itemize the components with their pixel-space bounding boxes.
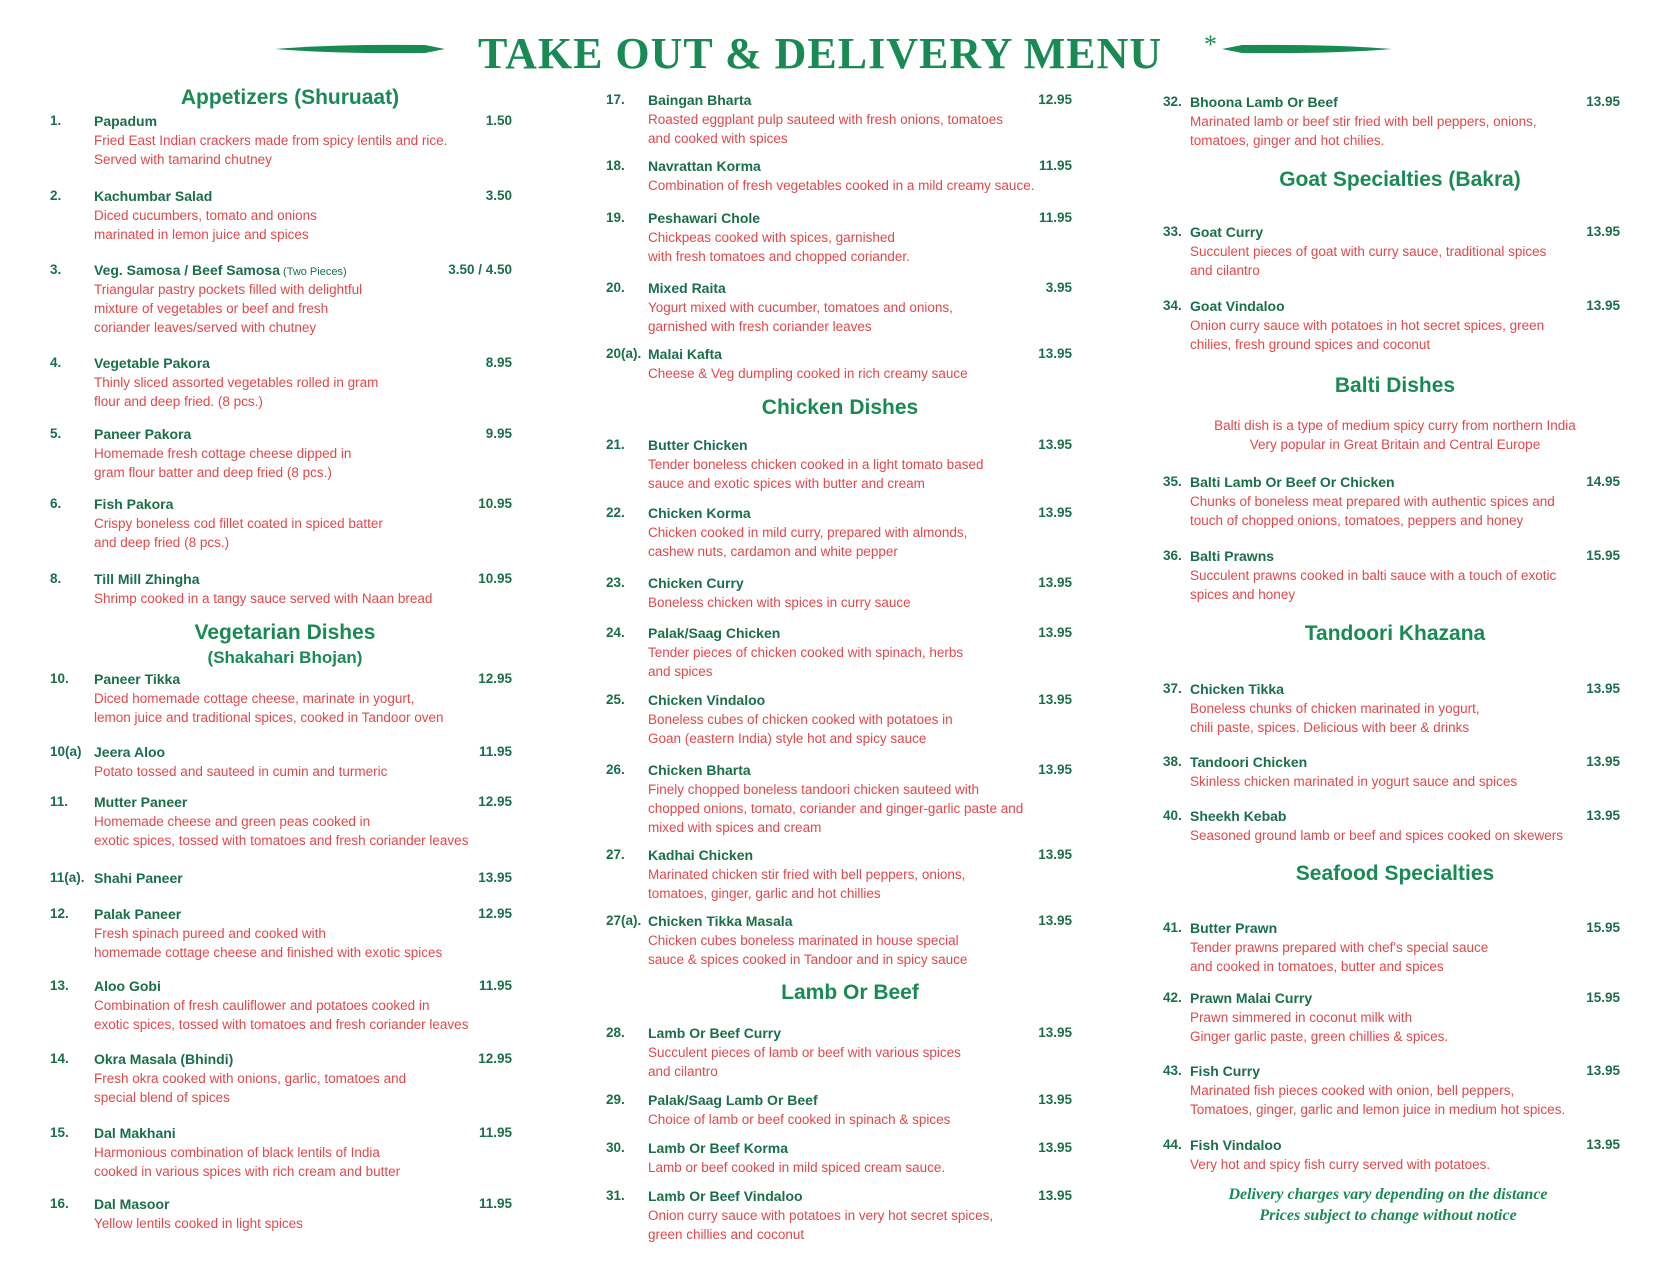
menu-item [50, 794, 512, 854]
item-name-text: Chicken Bharta [648, 762, 751, 778]
item-price: 14.95 [1586, 474, 1620, 489]
item-price: 3.50 [485, 188, 512, 203]
item-price: 12.95 [478, 671, 512, 686]
menu-item [606, 92, 1072, 152]
item-name-text: Fish Vindaloo [1190, 1137, 1282, 1153]
item-name-text: Navrattan Korma [648, 158, 761, 174]
item-name [94, 571, 200, 587]
menu-item [50, 978, 512, 1038]
item-price: 11.95 [478, 744, 512, 759]
item-number: 18. [606, 158, 625, 173]
item-name-text: Fish Curry [1190, 1063, 1261, 1079]
item-description: Tender boneless chicken cooked in a light tomato based sauce and exotic spices with butter and cream [648, 457, 984, 491]
item-price: 13.95 [1038, 625, 1072, 640]
item-description: Triangular pastry pockets filled with delightful mixture of vegetables or beef and fresh coriander leaves/served with chutney [94, 282, 363, 335]
item-name [648, 1025, 781, 1041]
item-name [94, 188, 212, 204]
item-price: 13.95 [1038, 1188, 1072, 1203]
item-number: 27(a). [606, 913, 642, 928]
menu-item [50, 1196, 512, 1256]
item-description: Marinated fish pieces cooked with onion, bell peppers, Tomatoes, ginger, garlic and lemon juice in medium hot spices. [1190, 1083, 1566, 1117]
item-name [648, 92, 751, 108]
item-name [1190, 474, 1395, 490]
item-number: 38. [1163, 754, 1182, 769]
item-description: Fresh spinach pureed and cooked with homemade cottage cheese and finished with exotic spices [94, 926, 443, 960]
item-name [648, 1140, 788, 1156]
section-vegetarian-subtitle: (Shakahari Bhojan) [207, 648, 363, 667]
item-name [648, 913, 792, 929]
item-price: 13.95 [1038, 1140, 1072, 1155]
menu-item [1163, 548, 1620, 608]
item-description: Chickpeas cooked with spices, garnished with fresh tomatoes and chopped coriander. [648, 230, 910, 264]
item-price: 13.95 [1586, 1063, 1620, 1078]
item-description: Yogurt mixed with cucumber, tomatoes and onions, garnished with fresh coriander leaves [648, 300, 953, 334]
menu-item [1163, 224, 1620, 284]
item-price: 10.95 [478, 571, 512, 586]
item-name [1190, 548, 1274, 564]
item-name-text: Papadum [94, 113, 158, 129]
item-name-text: Chicken Tikka [1190, 681, 1284, 697]
item-name-text: Mutter Paneer [94, 794, 188, 810]
menu-item [50, 262, 512, 335]
item-description: Chicken cooked in mild curry, prepared with almonds, cashew nuts, cardamon and white pepper [648, 525, 968, 559]
item-price: 13.95 [1586, 808, 1620, 823]
menu-item [606, 625, 1072, 685]
item-description: Choice of lamb or beef cooked in spinach & spices [648, 1112, 951, 1127]
item-name-text: Aloo Gobi [94, 978, 161, 994]
section-seafood: Seafood Specialties [1295, 862, 1495, 885]
item-name [94, 113, 157, 129]
item-description: Crispy boneless cod fillet coated in spiced batter and deep fried (8 pcs.) [94, 516, 383, 550]
item-number: 37. [1163, 681, 1182, 696]
menu-item [606, 1025, 1072, 1085]
item-description: Fresh okra cooked with onions, garlic, tomatoes and special blend of spices [94, 1071, 407, 1105]
item-number: 10. [50, 671, 69, 686]
item-number: 20. [606, 280, 625, 295]
item-description: Potato tossed and sauteed in cumin and turmeric [94, 764, 388, 779]
item-description: Chicken cubes boneless marinated in house special sauce & spices cooked in Tandoor and in spicy sauce [648, 933, 968, 967]
item-name-text: Palak/Saag Lamb Or Beef [648, 1092, 818, 1108]
item-name [94, 496, 173, 512]
item-name-text: Balti Lamb Or Beef Or Chicken [1190, 474, 1395, 490]
page-title: TAKE OUT & DELIVERY MENU [478, 29, 1163, 78]
item-description: Succulent pieces of lamb or beef with various spices and cilantro [648, 1045, 961, 1079]
item-name-text: Fish Pakora [94, 496, 174, 512]
menu-item [606, 158, 1072, 218]
item-price: 13.95 [1038, 437, 1072, 452]
item-price: 13.95 [1038, 847, 1072, 862]
item-number: 4. [50, 355, 62, 370]
item-price: 8.95 [485, 355, 512, 370]
section-goat: Goat Specialties (Bakra) [1279, 168, 1521, 191]
item-name [1190, 990, 1312, 1006]
menu-item [1163, 94, 1620, 154]
item-description: Boneless chicken with spices in curry sauce [648, 595, 911, 610]
item-name-text: Bhoona Lamb Or Beef [1190, 94, 1338, 110]
item-name-text: Shahi Paneer [94, 870, 183, 886]
item-price: 11.95 [1038, 210, 1072, 225]
item-description: Thinly sliced assorted vegetables rolled in gram flour and deep fried. (8 pcs.) [94, 375, 379, 409]
item-price: 13.95 [1038, 1025, 1072, 1040]
item-name-text: Kachumbar Salad [94, 188, 213, 204]
item-name [94, 906, 181, 922]
item-name [94, 1196, 169, 1212]
item-description: Onion curry sauce with potatoes in very hot secret spices, green chillies and coconut [648, 1208, 994, 1242]
title-asterisk: * [1204, 30, 1217, 59]
item-name [1190, 1137, 1282, 1153]
menu-item [606, 505, 1072, 565]
item-name [1190, 808, 1286, 824]
item-name-text: Goat Vindaloo [1190, 298, 1285, 314]
item-price: 13.95 [1038, 913, 1072, 928]
item-name [648, 692, 765, 708]
item-name-text: Malai Kafta [648, 346, 722, 362]
item-number: 5. [50, 426, 62, 441]
section-balti: Balti Dishes [1334, 374, 1456, 397]
item-name-text: Veg. Samosa / Beef Samosa [94, 262, 280, 278]
item-name [648, 280, 726, 296]
item-price: 13.95 [1586, 94, 1620, 109]
item-name [648, 847, 753, 863]
item-price: 12.95 [478, 906, 512, 921]
item-number: 22. [606, 505, 625, 520]
item-description: Skinless chicken marinated in yogurt sauce and spices [1190, 774, 1518, 789]
item-name [648, 1092, 818, 1108]
item-description: Seasoned ground lamb or beef and spices cooked on skewers [1190, 828, 1563, 843]
item-number: 36. [1163, 548, 1182, 563]
item-description: Onion curry sauce with potatoes in hot secret spices, green chilies, fresh ground spices and coconut [1190, 318, 1545, 352]
menu-item [50, 1051, 512, 1111]
menu-item [1163, 920, 1620, 980]
item-price: 11.95 [478, 1125, 512, 1140]
item-name-text: Kadhai Chicken [648, 847, 754, 863]
item-number: 28. [606, 1025, 625, 1040]
menu-item [1163, 754, 1620, 814]
item-name [648, 437, 748, 453]
item-price: 12.95 [478, 1051, 512, 1066]
item-name-text: Dal Makhani [94, 1125, 176, 1141]
item-number: 14. [50, 1051, 69, 1066]
delivery-note: Delivery charges vary depending on the distance Prices subject to change without notice [1228, 1186, 1548, 1224]
item-name-text: Sheekh Kebab [1190, 808, 1287, 824]
item-price: 13.95 [1038, 505, 1072, 520]
item-description: Combination of fresh cauliflower and potatoes cooked in exotic spices, tossed with tomatoes and fresh coriander leaves [94, 998, 469, 1032]
item-name-text: Paneer Tikka [94, 671, 181, 687]
item-name-text: Palak Paneer [94, 906, 182, 922]
menu-item [606, 280, 1072, 340]
item-name-text: Balti Prawns [1190, 548, 1275, 564]
item-description: Homemade fresh cottage cheese dipped in gram flour batter and deep fried (8 pcs.) [94, 446, 352, 480]
item-name [648, 1188, 803, 1204]
item-number: 34. [1163, 298, 1182, 313]
item-name [648, 158, 761, 174]
menu-header [0, 22, 1653, 82]
item-name-text: Dal Masoor [94, 1196, 170, 1212]
item-price: 1.50 [485, 113, 512, 128]
menu-item [606, 762, 1072, 835]
section-chicken: Chicken Dishes [761, 396, 919, 419]
item-description: Combination of fresh vegetables cooked in a mild creamy sauce. [648, 178, 1035, 193]
item-number: 33. [1163, 224, 1182, 239]
item-name-text: Chicken Curry [648, 575, 744, 591]
section-vegetarian: Vegetarian Dishes [194, 621, 376, 644]
item-number: 23. [606, 575, 625, 590]
item-price: 13.95 [1586, 754, 1620, 769]
menu-item [606, 210, 1072, 270]
item-price: 13.95 [1586, 224, 1620, 239]
item-price: 13.95 [1586, 298, 1620, 313]
item-price: 11.95 [478, 1196, 512, 1211]
item-description: Shrimp cooked in a tangy sauce served with Naan bread [94, 591, 433, 606]
item-name-text: Jeera Aloo [94, 744, 166, 760]
item-name-text: Lamb Or Beef Curry [648, 1025, 782, 1041]
item-description: Finely chopped boneless tandoori chicken sauteed with chopped onions, tomato, coriander and ginger-garlic paste and mixed with spices and cream [648, 782, 1024, 835]
item-description: Harmonious combination of black lentils of India cooked in various spices with rich cream and butter [94, 1145, 401, 1179]
menu-item [50, 355, 512, 415]
item-name [1190, 224, 1263, 240]
menu-item [1163, 474, 1620, 534]
item-number: 41. [1163, 920, 1182, 935]
menu-item [606, 437, 1072, 497]
item-price: 13.95 [1038, 1092, 1072, 1107]
item-name-text: Mixed Raita [648, 280, 726, 296]
item-name [94, 671, 180, 687]
item-name-text: Paneer Pakora [94, 426, 192, 442]
item-description: Very hot and spicy fish curry served with potatoes. [1190, 1157, 1491, 1172]
menu-item [1163, 681, 1620, 741]
item-name [648, 575, 744, 591]
item-number: 26. [606, 762, 625, 777]
item-name-text: Lamb Or Beef Korma [648, 1140, 789, 1156]
item-number: 25. [606, 692, 625, 707]
item-number: 24. [606, 625, 625, 640]
item-number: 15. [50, 1125, 69, 1140]
item-price: 13.95 [478, 870, 512, 885]
item-name-text: Vegetable Pakora [94, 355, 210, 371]
item-description: Succulent prawns cooked in balti sauce with a touch of exotic spices and honey [1190, 568, 1557, 602]
menu-item [1163, 1063, 1620, 1123]
item-name-text: Goat Curry [1190, 224, 1264, 240]
item-name [648, 346, 722, 362]
item-number: 12. [50, 906, 69, 921]
item-name [648, 505, 751, 521]
item-description: Yellow lentils cooked in light spices [94, 1216, 303, 1231]
item-price: 15.95 [1586, 548, 1620, 563]
section-appetizers: Appetizers (Shuruaat) [180, 86, 400, 109]
item-name-text: Chicken Tikka Masala [648, 913, 793, 929]
item-name [1190, 754, 1307, 770]
item-name [94, 426, 191, 442]
item-price: 11.95 [478, 978, 512, 993]
item-number: 43. [1163, 1063, 1182, 1078]
item-description: Fried East Indian crackers made from spicy lentils and rice. Served with tamarind chutney [94, 133, 448, 167]
item-number: 3. [50, 262, 62, 277]
right-swoosh-decoration [1222, 42, 1392, 56]
item-price: 13.95 [1586, 1137, 1620, 1152]
item-name [94, 1051, 233, 1067]
item-number: 16. [50, 1196, 69, 1211]
item-name-text: Peshawari Chole [648, 210, 761, 226]
item-price: 3.50 / 4.50 [448, 262, 512, 277]
item-name-note: (Two Pieces) [279, 266, 347, 278]
menu-item [606, 847, 1072, 907]
item-name [1190, 94, 1338, 110]
item-number: 21. [606, 437, 625, 452]
item-number: 29. [606, 1092, 625, 1107]
item-price: 12.95 [1038, 92, 1072, 107]
item-description: Lamb or beef cooked in mild spiced cream sauce. [648, 1160, 946, 1175]
menu-item [50, 571, 512, 631]
item-number: 6. [50, 496, 62, 511]
item-name [94, 794, 187, 810]
item-number: 8. [50, 571, 62, 586]
item-description: Succulent pieces of goat with curry sauce, traditional spices and cilantro [1190, 244, 1547, 278]
item-number: 17. [606, 92, 625, 107]
menu-item [1163, 808, 1620, 868]
item-description: Boneless cubes of chicken cooked with potatoes in Goan (eastern India) style hot and spicy sauce [648, 712, 953, 746]
item-description: Homemade cheese and green peas cooked in exotic spices, tossed with tomatoes and fresh coriander leaves [94, 814, 469, 848]
item-description: Boneless chunks of chicken marinated in yogurt, chili paste, spices. Delicious with beer & drinks [1190, 701, 1480, 735]
item-number: 32. [1163, 94, 1182, 109]
menu-item [50, 426, 512, 486]
item-name-text: Chicken Vindaloo [648, 692, 766, 708]
item-name [1190, 920, 1277, 936]
menu-item [1163, 1137, 1620, 1197]
section-tandoori: Tandoori Khazana [1304, 622, 1486, 645]
item-name-text: Butter Prawn [1190, 920, 1278, 936]
item-name-text: Till Mill Zhingha [94, 571, 200, 587]
item-name-text: Lamb Or Beef Vindaloo [648, 1188, 803, 1204]
item-description: Tender pieces of chicken cooked with spinach, herbs and spices [648, 645, 964, 679]
item-price: 3.95 [1045, 280, 1072, 295]
item-price: 13.95 [1038, 575, 1072, 590]
left-swoosh-decoration [275, 42, 445, 56]
menu-item [50, 906, 512, 966]
item-name-text: Butter Chicken [648, 437, 748, 453]
item-number: 30. [606, 1140, 625, 1155]
item-name [94, 262, 347, 278]
balti-description: Balti dish is a type of medium spicy curry from northern India Very popular in Great Britain and Central Europe [1214, 418, 1576, 452]
item-name [94, 355, 210, 371]
item-name [1190, 681, 1284, 697]
item-price: 13.95 [1586, 681, 1620, 696]
menu-item [50, 188, 512, 248]
item-description: Diced cucumbers, tomato and onions marinated in lemon juice and spices [94, 208, 317, 242]
menu-item [50, 496, 512, 556]
item-number: 40. [1163, 808, 1182, 823]
item-price: 9.95 [485, 426, 512, 441]
item-number: 44. [1163, 1137, 1182, 1152]
item-number: 35. [1163, 474, 1182, 489]
item-number: 11. [50, 794, 69, 809]
item-price: 12.95 [478, 794, 512, 809]
item-description: Cheese & Veg dumpling cooked in rich creamy sauce [648, 366, 968, 381]
item-name-text: Chicken Korma [648, 505, 751, 521]
menu-item [606, 692, 1072, 752]
item-name [1190, 1063, 1260, 1079]
item-price: 11.95 [1038, 158, 1072, 173]
menu-item [1163, 990, 1620, 1050]
item-description: Diced homemade cottage cheese, marinate in yogurt, lemon juice and traditional spices, cooked in Tandoor oven [94, 691, 444, 725]
item-number: 42. [1163, 990, 1182, 1005]
item-name [94, 1125, 176, 1141]
item-number: 20(a). [606, 346, 642, 361]
item-name-text: Palak/Saag Chicken [648, 625, 781, 641]
item-name-text: Okra Masala (Bhindi) [94, 1051, 234, 1067]
item-description: Marinated chicken stir fried with bell peppers, onions, tomatoes, ginger, garlic and hot chillies [648, 867, 966, 901]
item-name [1190, 298, 1285, 314]
item-name [648, 625, 780, 641]
item-name-text: Tandoori Chicken [1190, 754, 1308, 770]
menu-item [606, 1188, 1072, 1248]
item-price: 13.95 [1038, 692, 1072, 707]
item-number: 27. [606, 847, 625, 862]
section-lamb-beef: Lamb Or Beef [781, 981, 919, 1004]
item-number: 2. [50, 188, 62, 203]
item-number: 13. [50, 978, 69, 993]
item-name [648, 210, 760, 226]
item-description: Prawn simmered in coconut milk with Ginger garlic paste, green chillies & spices. [1190, 1010, 1449, 1044]
menu-item [50, 1125, 512, 1185]
item-name [94, 978, 161, 994]
item-number: 10(a) [50, 744, 82, 759]
menu-item [50, 671, 512, 731]
item-number: 11(a). [50, 870, 85, 885]
item-price: 15.95 [1586, 920, 1620, 935]
menu-item [50, 113, 512, 173]
menu-item [1163, 298, 1620, 358]
item-description: Tender prawns prepared with chef's special sauce and cooked in tomatoes, butter and spices [1190, 940, 1489, 974]
item-name-text: Prawn Malai Curry [1190, 990, 1313, 1006]
item-description: Marinated lamb or beef stir fried with bell peppers, onions, tomatoes, ginger and hot chilies. [1190, 114, 1537, 148]
item-number: 1. [50, 113, 62, 128]
item-number: 19. [606, 210, 625, 225]
menu-item [606, 346, 1072, 406]
item-price: 15.95 [1586, 990, 1620, 1005]
item-name-text: Baingan Bharta [648, 92, 752, 108]
item-number: 31. [606, 1188, 625, 1203]
item-name [94, 870, 183, 886]
item-price: 13.95 [1038, 346, 1072, 361]
item-price: 10.95 [478, 496, 512, 511]
menu-item [606, 913, 1072, 973]
item-name [648, 762, 751, 778]
item-name [94, 744, 165, 760]
item-description: Roasted eggplant pulp sauteed with fresh onions, tomatoes and cooked with spices [648, 112, 1003, 146]
item-price: 13.95 [1038, 762, 1072, 777]
item-description: Chunks of boneless meat prepared with authentic spices and touch of chopped onions, tomatoes, peppers and honey [1190, 494, 1555, 528]
